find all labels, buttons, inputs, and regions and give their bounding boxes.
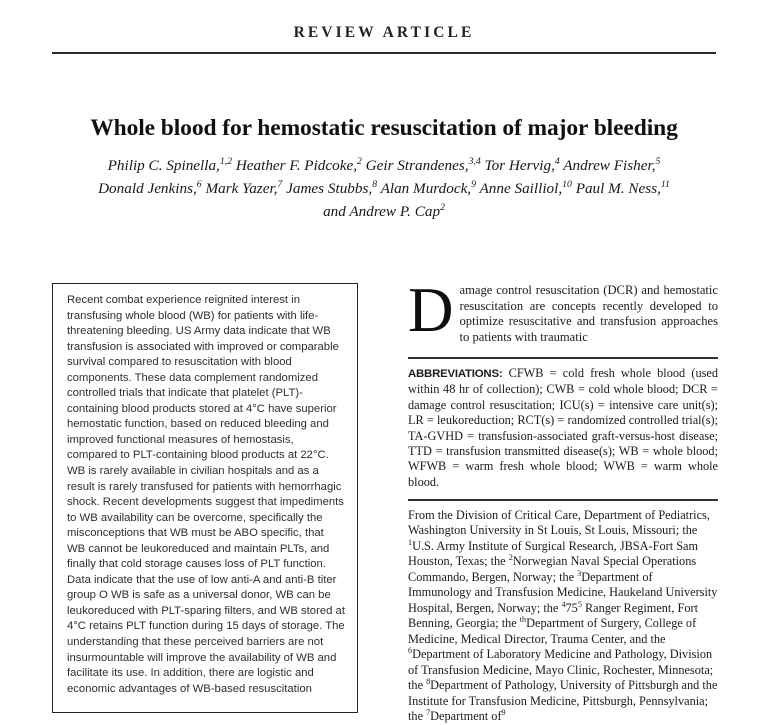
- affiliation-marker: th: [519, 614, 527, 624]
- author-affiliation-marker: 10: [562, 178, 572, 190]
- abstract-paragraph-2: WB is rarely available in civilian hospitals and as a result is rarely transfused for patients with hemorrhagic shock. Recent developments suggest that impediments to WB availability can be overcome, specifically the misconceptions that WB must be ABO specific, that WB cannot be leukoreduced and maintain PLTs, and finally that cold storage causes loss of PLT function. Data indicate that the use of low anti-A and anti-B titer group O WB is safe as a universal donor, WB can be leukoreduced with PLT-sparing filters, and WB stored at 4°C retains PLT function during 15 days of storage. The understanding that these perceived barriers are not insurmountable will improve the availability of WB and facilitate its use. In addition, there are logistic and economic advantages of WB-based resuscitation: [67, 465, 345, 695]
- affiliation-marker: 2: [508, 552, 513, 562]
- author-name: Philip C. Spinella,: [107, 157, 220, 174]
- header-divider: [52, 52, 716, 54]
- drop-cap: D: [408, 275, 454, 345]
- abstract-box: [52, 283, 358, 713]
- affiliation-marker: 4: [561, 599, 566, 609]
- author-name: Paul M. Ness,: [571, 180, 661, 197]
- affiliation-text: U.S. Army Institute of Surgical Research, JBSA-Fort Sam Houston, Texas; the: [408, 538, 699, 569]
- author-affiliation-marker: 5: [655, 155, 661, 167]
- author-name: Alan Murdock,: [377, 180, 472, 197]
- author-name: Geir Strandenes,: [361, 157, 469, 174]
- author-affiliation-marker: 7: [277, 178, 283, 190]
- author-affiliation-marker: 8: [372, 178, 378, 190]
- author-name: Tor Hervig,: [480, 157, 555, 174]
- author-name: Mark Yazer,: [201, 180, 278, 197]
- affiliation-marker: 9: [501, 707, 506, 717]
- affiliation-text: Ranger Regiment, Fort Benning, Georgia; the: [408, 600, 698, 631]
- author-affiliation-marker: 9: [471, 178, 476, 190]
- affiliation-text: From the: [408, 507, 456, 522]
- author-affiliation-marker: 2: [440, 201, 445, 213]
- introduction-body: amage control resuscitation (DCR) and hemostatic resuscitation are concepts recently developed to optimize resuscitative and transfusion approaches to patients with traumatic: [459, 283, 718, 344]
- affiliation-text: Department of Laboratory Medicine and Pathology, Division of Transfusion Medicine, Mayo Clinic, Rochester, Minnesota; the: [408, 647, 714, 693]
- affiliation-marker: 7: [426, 707, 431, 717]
- affiliations-divider: [408, 499, 718, 500]
- affiliation-text: Department of Immunology and Transfusion Medicine, Haukeland University Hospital, Bergen, Norway; the: [408, 569, 718, 615]
- author-affiliation-marker: 3,4: [468, 155, 481, 167]
- author-list: [64, 154, 704, 223]
- running-head: REVIEW ARTICLE: [293, 24, 475, 41]
- affiliation-marker: 8: [426, 676, 431, 686]
- affiliations-block: [408, 508, 718, 725]
- page-title: Whole blood for hemostatic resuscitation of major bleeding: [90, 114, 678, 141]
- abbreviations-label: ABBREVIATIONS:: [408, 367, 503, 380]
- author-name: Donald Jenkins,: [98, 180, 197, 197]
- author-affiliation-marker: 1,2: [219, 155, 233, 167]
- author-line-3: [64, 200, 704, 223]
- affiliation-marker: 5: [577, 599, 582, 609]
- author-affiliation-marker: 4: [554, 155, 560, 167]
- affiliation-marker: 6: [408, 645, 413, 655]
- affiliation-marker: 1: [408, 537, 413, 547]
- author-name: and Andrew P. Cap: [323, 203, 441, 220]
- abstract-paragraph-1: Recent combat experience reignited interest in transfusing whole blood (WB) for patients with life-threatening bleeding. US Army data indicate that WB transfusion is associated with improved or comparable survival compared to resuscitation with blood components. These data complement randomized controlled trials that indicate that platelet (PLT)-containing blood products stored at 4°C have superior hemostatic function, based on reduced bleeding and improved functional measures of hemostasis, compared to PLT-containing blood products at 22°C.: [67, 294, 339, 462]
- author-name: James Stubbs,: [282, 180, 373, 197]
- author-affiliation-marker: 6: [196, 178, 202, 190]
- author-line-1: [64, 154, 704, 177]
- abbreviations-block: [408, 366, 718, 490]
- affiliation-text: Department of: [430, 709, 502, 724]
- author-name: Andrew Fisher,: [559, 157, 656, 174]
- affiliation-text: Division of Critical Care, Department of Pediatrics, Washington University in St Louis, St Louis, Missouri; the: [408, 507, 710, 538]
- affiliation-marker: 3: [577, 568, 582, 578]
- abbreviations-divider: [408, 357, 718, 359]
- affiliation-text: Norwegian Naval Special Operations Commando, Bergen, Norway; the: [408, 554, 697, 584]
- affiliation-text: Department of Surgery, College of Medicine, Medical Director, Trauma Center, and the: [408, 616, 697, 646]
- author-line-2: [64, 177, 704, 200]
- author-affiliation-marker: 2: [357, 155, 362, 167]
- affiliation-text: Department of Pathology, University of Pittsburgh and the Institute for Transfusion Medicine, Pittsburgh, Pennsylvania; the: [408, 678, 718, 724]
- affiliation-text: 75: [565, 600, 578, 615]
- abstract-text: [67, 293, 345, 697]
- right-column: [408, 275, 718, 725]
- author-affiliation-marker: 11: [660, 178, 670, 190]
- author-name: Heather F. Pidcoke,: [232, 157, 357, 174]
- abbreviations-text: CFWB = cold fresh whole blood (used within 48 hr of collection); CWB = cold whole blood; DCR = damage control resuscitation; ICU(s) = intensive care unit(s); LR = leukoreduction; RCT(s) = randomized controlled trial(s); TA-GVHD = transfusion-associated graft-versus-host disease; TTD = transfusion transmitted disease(s); WB = whole blood; WFWB = warm fresh whole blood; WWB = warm whole blood.: [408, 365, 718, 489]
- author-name: Anne Sailliol,: [475, 180, 563, 197]
- introduction-paragraph: [408, 275, 718, 345]
